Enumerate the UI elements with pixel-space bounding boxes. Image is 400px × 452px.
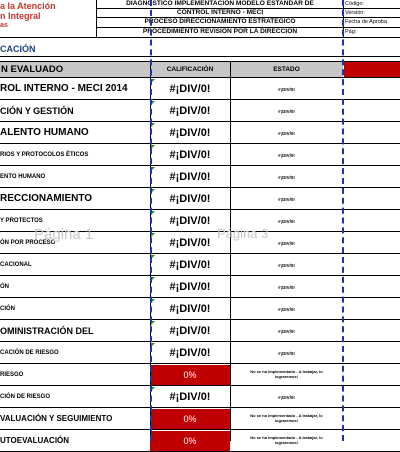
row-line <box>0 275 400 276</box>
logo-text-line-2: n Integral <box>0 11 41 21</box>
row-estado: #¡DIV/0! <box>278 131 295 136</box>
column-header-item: N EVALUADO <box>1 64 64 75</box>
row-line <box>0 187 400 188</box>
row-calificacion: #¡DIV/0! <box>169 347 211 359</box>
header-line <box>97 27 400 28</box>
row-calificacion: #¡DIV/0! <box>169 193 211 205</box>
row-line <box>0 165 400 166</box>
header-process: PROCESO DIRECCIONAMIENTO ESTRATEGICO <box>144 18 296 25</box>
row-label: VALUACIÓN Y SEGUIMIENTO <box>0 414 113 423</box>
page-break-line-right <box>342 0 344 441</box>
row-label: CIÓN DE RIESGO <box>0 394 51 400</box>
row-estado: #¡DIV/0! <box>278 263 295 268</box>
row-estado: #¡DIV/0! <box>278 241 295 246</box>
meta-page: Pág: <box>345 29 357 35</box>
row-label: ÓN POR PROCESO <box>0 240 56 246</box>
page-watermark-left: Página 1 <box>34 226 94 243</box>
row-calificacion: 0% <box>150 365 230 386</box>
row-estado: #¡DIV/0! <box>278 329 295 334</box>
header-line <box>97 17 400 18</box>
row-estado: #¡DIV/0! <box>278 197 295 202</box>
meta-version: Versión: <box>345 10 365 16</box>
row-line <box>0 385 400 386</box>
row-calificacion: #¡DIV/0! <box>169 127 211 139</box>
column-divider <box>230 61 231 441</box>
row-label: CIÓN <box>0 306 15 312</box>
row-estado: #¡DIV/0! <box>278 219 295 224</box>
header-line <box>97 8 400 9</box>
page-break-line-left <box>150 0 152 441</box>
row-label: RIESGO <box>0 372 24 378</box>
row-estado: #¡DIV/0! <box>278 395 295 400</box>
row-line <box>0 319 400 320</box>
header-divider <box>96 0 97 38</box>
row-label: CACIÓN DE RIESGO <box>0 350 59 356</box>
row-label: RIOS Y PROTOCOLOS ÉTICOS <box>0 152 89 158</box>
column-header-estado: ESTADO <box>273 66 300 73</box>
row-estado: No se ha implementado - A trabajar, lo lograremos! <box>250 413 323 423</box>
row-estado: #¡DIV/0! <box>278 285 295 290</box>
header-title-line-2: CONTROL INTERNO - MECI <box>176 9 264 16</box>
row-label: Y PROTECTOS <box>0 218 43 224</box>
row-calificacion: #¡DIV/0! <box>169 105 211 117</box>
row-calificacion: #¡DIV/0! <box>169 391 211 403</box>
row-line <box>0 253 400 254</box>
row-line <box>0 121 400 122</box>
row-label: UTOEVALUACIÓN <box>0 436 70 445</box>
meta-code: Código: <box>345 1 364 7</box>
row-estado: #¡DIV/0! <box>278 175 295 180</box>
row-label: ENTO HUMANO <box>0 174 46 180</box>
meta-approval-date: Fecha de Aproba <box>345 19 387 25</box>
row-estado: No se ha implementado - A trabajar, lo lograremos! <box>250 435 323 445</box>
row-estado: No se ha implementado - A trabajar, lo lograremos! <box>250 369 323 379</box>
column-header-calificacion: CALIFICACIÓN <box>166 66 214 73</box>
row-calificacion: #¡DIV/0! <box>169 259 211 271</box>
row-calificacion: #¡DIV/0! <box>169 281 211 293</box>
section-line <box>0 56 400 57</box>
row-estado: #¡DIV/0! <box>278 153 295 158</box>
row-line <box>0 77 400 78</box>
row-line <box>0 209 400 210</box>
header-title-line-1: DIAGNOSTICO IMPLEMENTACION MODELO ESTANDAR DE <box>126 0 314 7</box>
row-label: CIÓN Y GESTIÓN <box>0 106 74 116</box>
row-line <box>0 297 400 298</box>
row-calificacion: #¡DIV/0! <box>169 237 211 249</box>
row-estado: #¡DIV/0! <box>278 87 295 92</box>
column-header-red-cell <box>344 62 400 77</box>
row-calificacion: 0% <box>150 431 230 452</box>
row-calificacion: #¡DIV/0! <box>169 303 211 315</box>
row-calificacion: #¡DIV/0! <box>169 83 211 95</box>
section-title: CACIÓN <box>0 44 36 54</box>
row-label: CACIONAL <box>0 262 32 268</box>
logo-text-line-3: as <box>0 22 8 29</box>
row-line <box>0 407 400 408</box>
row-estado: #¡DIV/0! <box>278 109 295 114</box>
row-estado: #¡DIV/0! <box>278 307 295 312</box>
row-calificacion: #¡DIV/0! <box>169 171 211 183</box>
header-procedure: PROCEDIMIENTO REVISION POR LA DIRECCIÓN <box>142 28 298 35</box>
row-label: ALENTO HUMANO <box>0 127 89 138</box>
header-line <box>0 37 400 38</box>
row-line <box>0 61 400 62</box>
row-label: ROL INTERNO - MECI 2014 <box>0 83 128 94</box>
page-watermark-right: Página 3 <box>217 226 269 241</box>
row-line <box>0 429 400 430</box>
row-calificacion: #¡DIV/0! <box>169 325 211 337</box>
row-calificacion: #¡DIV/0! <box>169 149 211 161</box>
row-line <box>0 99 400 100</box>
row-label: RECCIONAMIENTO <box>0 193 93 204</box>
row-label: OMINISTRACIÓN DEL <box>0 326 94 336</box>
row-estado: #¡DIV/0! <box>278 351 295 356</box>
row-calificacion: #¡DIV/0! <box>169 215 211 227</box>
row-line <box>0 143 400 144</box>
row-label: ÓN <box>0 284 9 290</box>
row-line <box>0 341 400 342</box>
logo-text-line-1: a la Atención <box>0 1 56 11</box>
row-line <box>0 363 400 364</box>
row-calificacion: 0% <box>150 409 230 430</box>
